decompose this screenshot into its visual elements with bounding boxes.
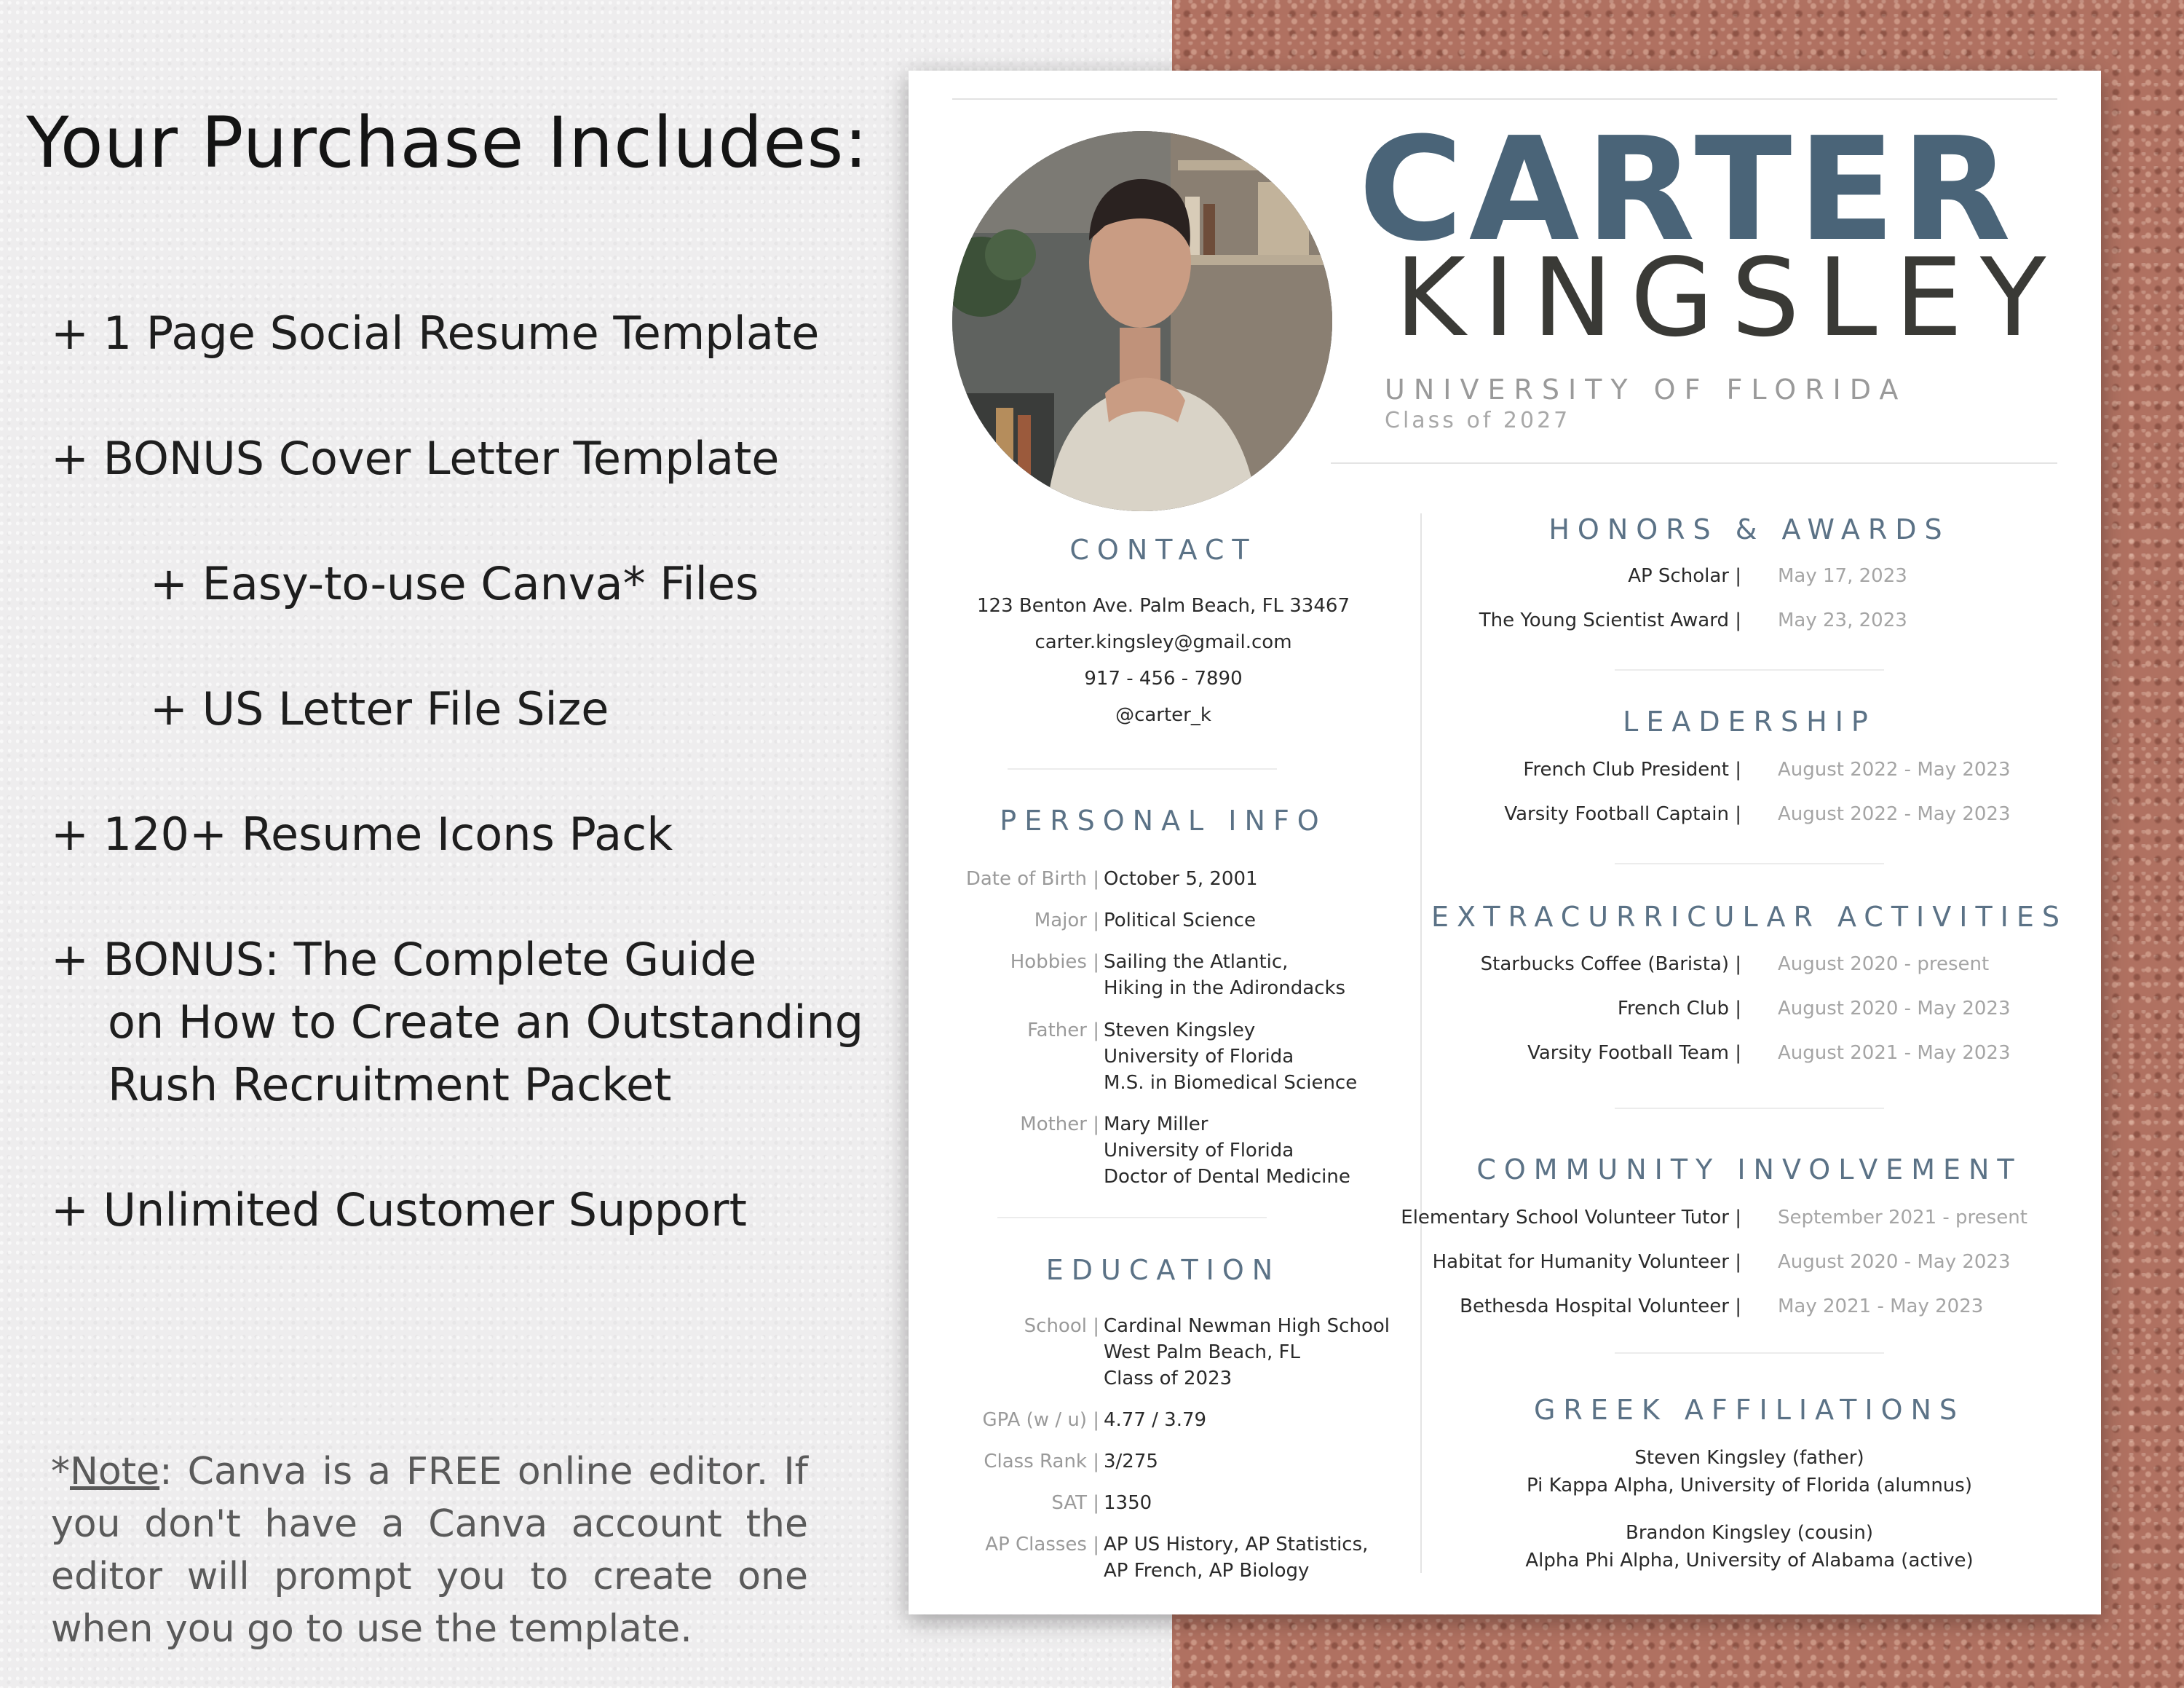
- activity-date: August 2021 - May 2023: [1778, 1042, 2011, 1064]
- divider: [1008, 768, 1277, 770]
- note-asterisk: *: [51, 1450, 70, 1494]
- greek-title: GREEK AFFILIATIONS: [1533, 1394, 1966, 1426]
- contact-handle: @carter_k: [1115, 704, 1211, 726]
- info-label: Hobbies |: [1010, 951, 1099, 973]
- activity-date: August 2020 - present: [1778, 953, 1990, 975]
- contact-address: 123 Benton Ave. Palm Beach, FL 33467: [977, 595, 1350, 617]
- edu-value: Cardinal Newman High School West Palm Beach, FL Class of 2023: [1104, 1315, 1390, 1389]
- first-name: CARTER: [1358, 107, 2017, 273]
- edu-label: School |: [1024, 1315, 1099, 1337]
- promo-heading: Your Purchase Includes:: [26, 102, 869, 184]
- promo-item: + BONUS Cover Letter Template: [51, 432, 780, 485]
- promo-item: + BONUS: The Complete Guide: [51, 933, 757, 986]
- greek-line: Alpha Phi Alpha, University of Alabama (active): [1525, 1550, 1974, 1571]
- edu-value: 1350: [1104, 1492, 1152, 1514]
- resume-card: [909, 71, 2101, 1614]
- profile-photo: [952, 131, 1332, 511]
- info-value: Sailing the Atlantic, Hiking in the Adirondacks: [1104, 951, 1346, 999]
- column-divider: [1420, 513, 1422, 1573]
- promo-item: + Easy-to-use Canva* Files: [150, 557, 759, 610]
- promo-item: + US Letter File Size: [150, 682, 609, 735]
- extracurricular-title: EXTRACURRICULAR ACTIVITIES: [1431, 901, 2068, 933]
- info-value: Political Science: [1104, 910, 1257, 931]
- promo-item: on How to Create an Outstanding: [108, 995, 864, 1049]
- community-role: Elementary School Volunteer Tutor |: [1401, 1207, 1741, 1228]
- promo-note: [51, 1446, 808, 1655]
- info-value: Mary Miller University of Florida Doctor of Dental Medicine: [1104, 1113, 1350, 1188]
- contact-title: CONTACT: [1069, 534, 1257, 566]
- edu-value: AP US History, AP Statistics, AP French, AP Biology: [1104, 1534, 1369, 1582]
- activity-date: August 2020 - May 2023: [1778, 998, 2011, 1019]
- portrait-illustration: [952, 131, 1332, 511]
- note-text: : Canva is a FREE online editor. If you don't have a Canva account the editor will prompt you to create one when you go to use the template.: [51, 1450, 808, 1651]
- info-label: Date of Birth |: [965, 868, 1099, 890]
- greek-line: Pi Kappa Alpha, University of Florida (alumnus): [1527, 1475, 1972, 1496]
- edu-value: 3/275: [1104, 1451, 1158, 1472]
- divider: [997, 1217, 1267, 1218]
- last-name: KINGSLEY: [1395, 235, 2064, 360]
- note-label: Note: [70, 1450, 160, 1494]
- community-role: Habitat for Humanity Volunteer |: [1432, 1251, 1741, 1273]
- honor-name: The Young Scientist Award |: [1479, 610, 1741, 631]
- leadership-title: LEADERSHIP: [1623, 706, 1876, 738]
- edu-label: SAT |: [1051, 1492, 1099, 1514]
- divider: [1331, 462, 2057, 464]
- community-date: May 2021 - May 2023: [1778, 1295, 1984, 1317]
- info-value: Steven Kingsley University of Florida M.S. in Biomedical Science: [1104, 1019, 1358, 1094]
- university: UNIVERSITY OF FLORIDA: [1385, 374, 1907, 406]
- promo-item: + 120+ Resume Icons Pack: [51, 808, 673, 861]
- activity-name: Starbucks Coffee (Barista) |: [1480, 953, 1741, 975]
- class-year: Class of 2027: [1385, 408, 1571, 433]
- greek-line: Steven Kingsley (father): [1634, 1447, 1864, 1469]
- community-role: Bethesda Hospital Volunteer |: [1460, 1295, 1741, 1317]
- community-title: COMMUNITY INVOLVEMENT: [1476, 1153, 2022, 1186]
- divider: [1615, 1352, 1884, 1354]
- leadership-role: Varsity Football Captain |: [1504, 803, 1741, 825]
- divider: [1615, 1108, 1884, 1109]
- personal-info-title: PERSONAL INFO: [1000, 805, 1327, 837]
- honor-name: AP Scholar |: [1628, 565, 1741, 587]
- promo-item: + 1 Page Social Resume Template: [51, 307, 820, 360]
- promo-item: + Unlimited Customer Support: [51, 1183, 747, 1237]
- leadership-date: August 2022 - May 2023: [1778, 803, 2011, 825]
- community-date: August 2020 - May 2023: [1778, 1251, 2011, 1273]
- edu-label: GPA (w / u) |: [982, 1409, 1099, 1431]
- contact-email: carter.kingsley@gmail.com: [1034, 631, 1292, 653]
- activity-name: Varsity Football Team |: [1527, 1042, 1741, 1064]
- contact-phone: 917 - 456 - 7890: [1084, 668, 1243, 690]
- honor-date: May 23, 2023: [1778, 610, 1907, 631]
- divider: [1615, 863, 1884, 864]
- info-label: Mother |: [1020, 1113, 1099, 1135]
- honor-date: May 17, 2023: [1778, 565, 1907, 587]
- info-value: October 5, 2001: [1104, 868, 1258, 890]
- activity-name: French Club |: [1617, 998, 1741, 1019]
- edu-label: Class Rank |: [984, 1451, 1099, 1472]
- leadership-role: French Club President |: [1523, 759, 1741, 781]
- edu-label: AP Classes |: [985, 1534, 1099, 1555]
- honors-title: HONORS & AWARDS: [1548, 513, 1950, 545]
- education-title: EDUCATION: [1045, 1254, 1281, 1286]
- divider: [952, 98, 2057, 100]
- info-label: Father |: [1027, 1019, 1099, 1041]
- promo-item: Rush Recruitment Packet: [108, 1058, 672, 1111]
- edu-value: 4.77 / 3.79: [1104, 1409, 1207, 1431]
- leadership-date: August 2022 - May 2023: [1778, 759, 2011, 781]
- community-date: September 2021 - present: [1778, 1207, 2027, 1228]
- divider: [1615, 669, 1884, 671]
- info-label: Major |: [1034, 910, 1099, 931]
- greek-line: Brandon Kingsley (cousin): [1626, 1522, 1873, 1544]
